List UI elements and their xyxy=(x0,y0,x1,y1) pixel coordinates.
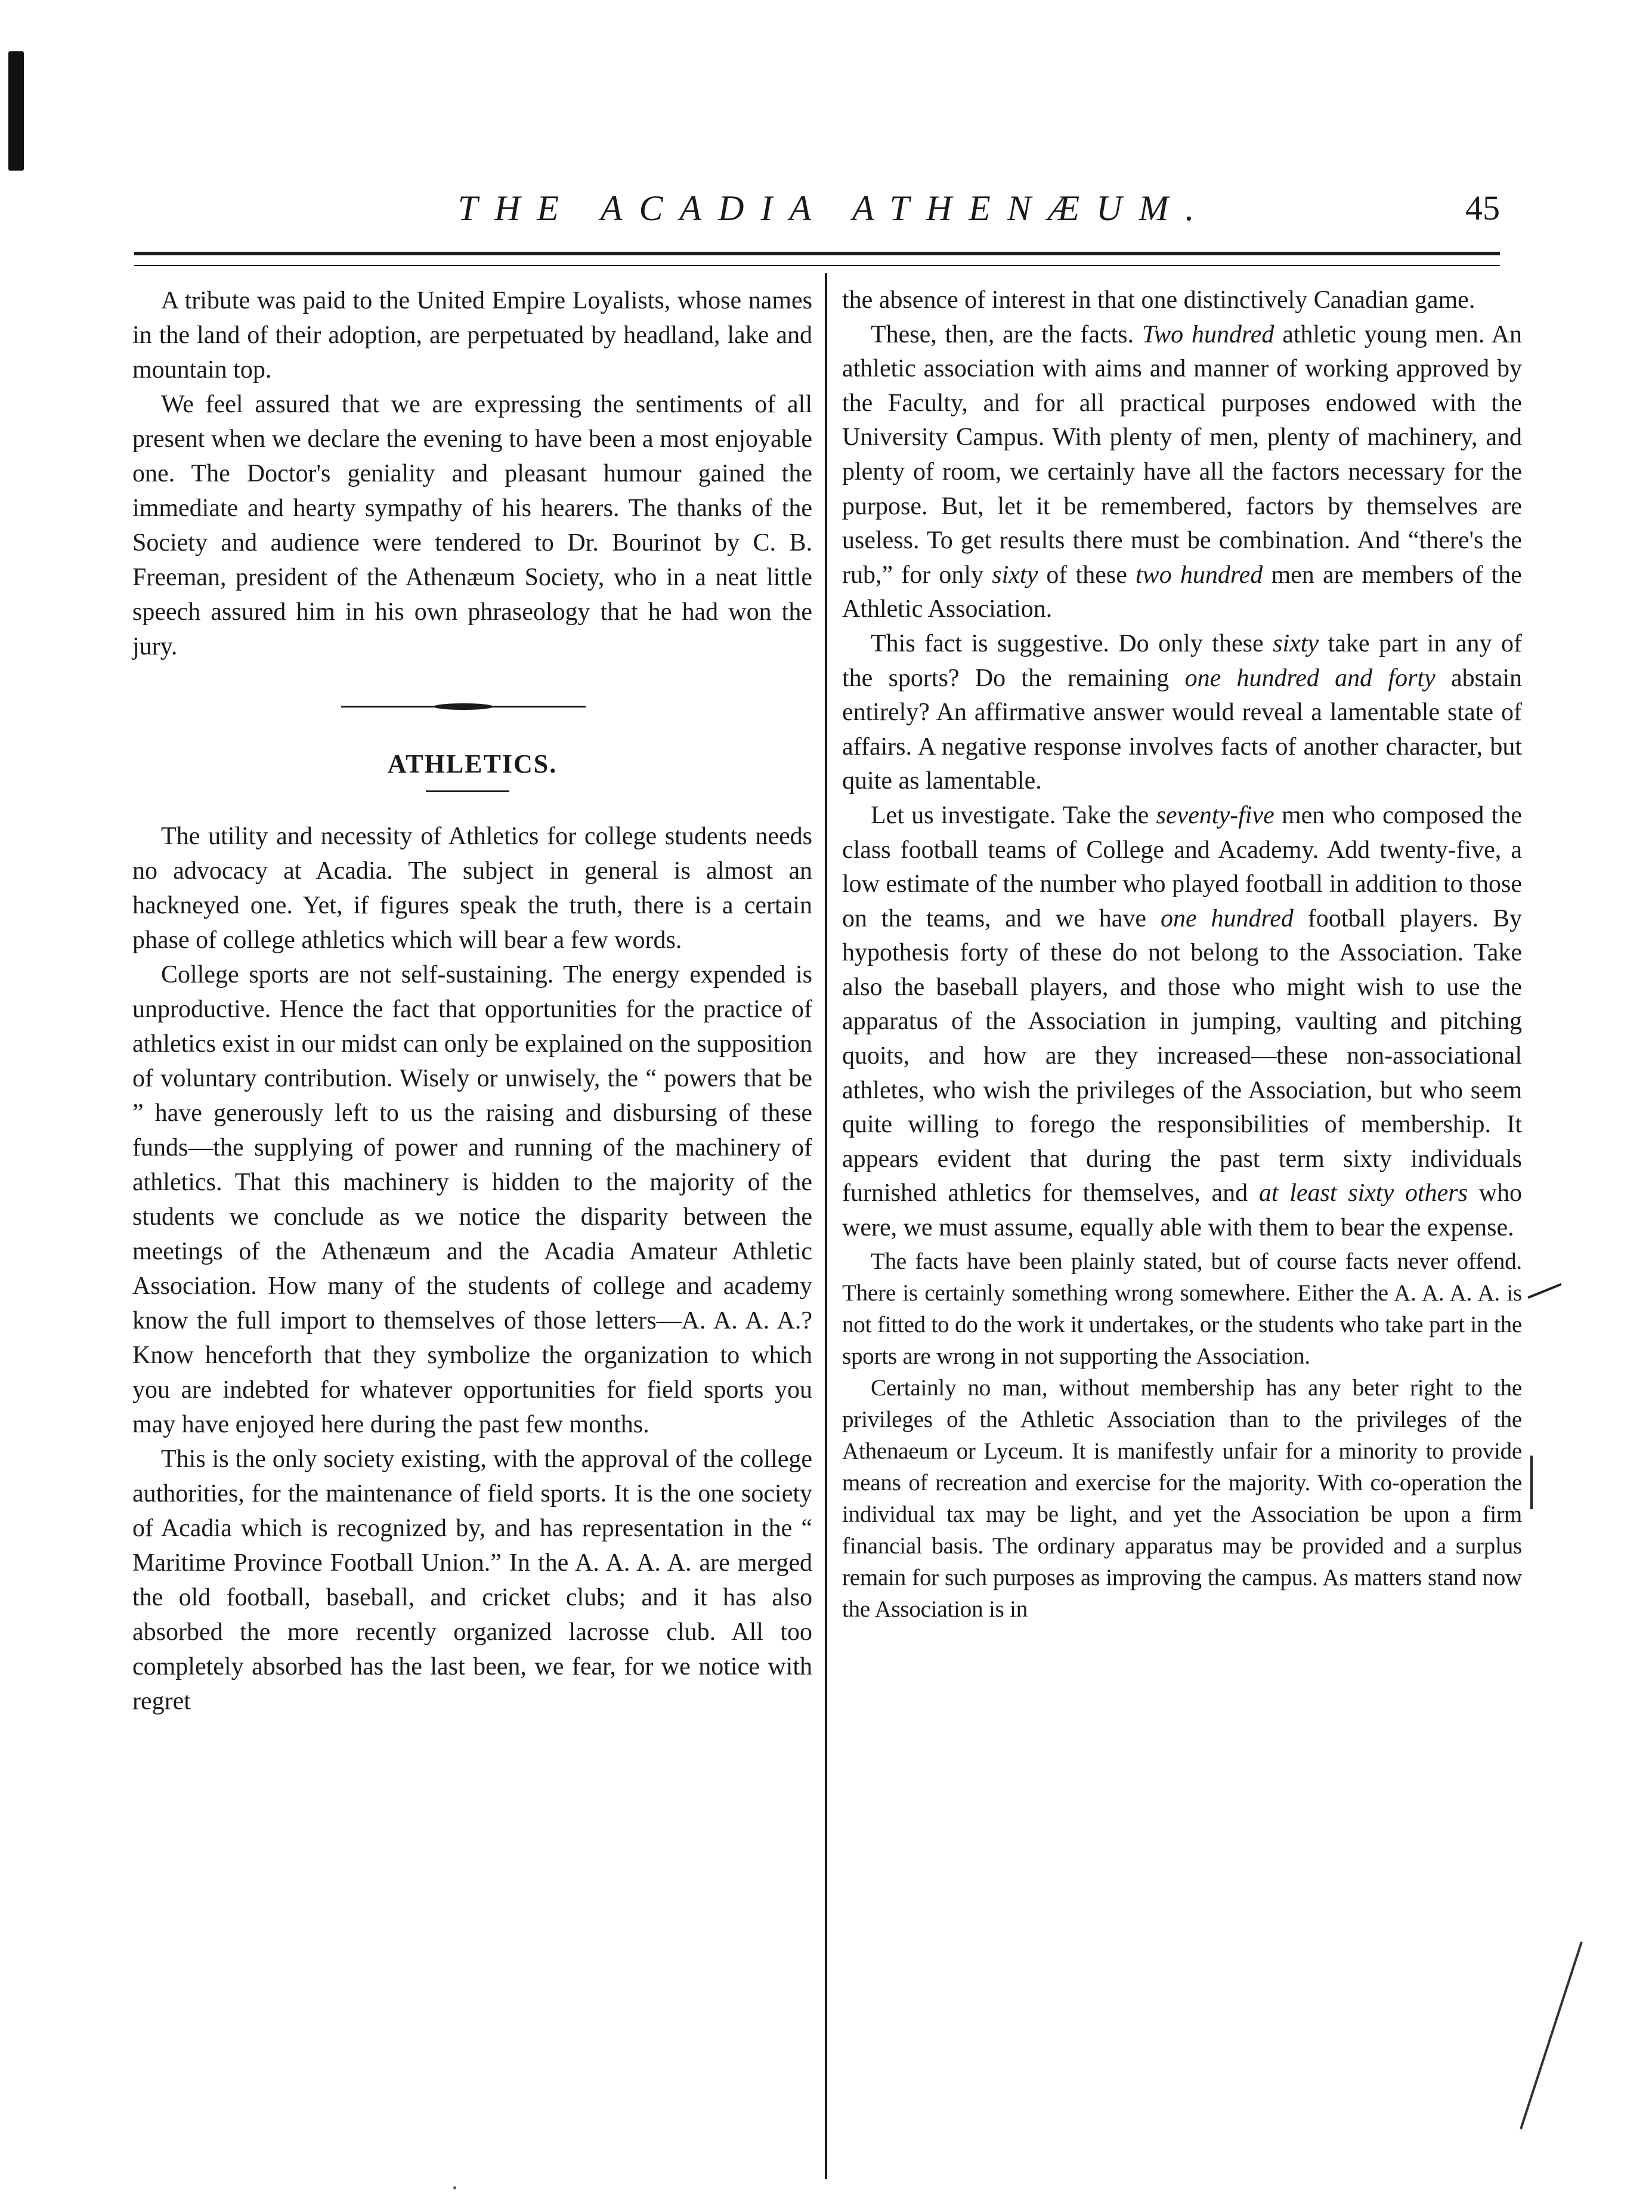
italic-run: seventy-five xyxy=(1156,801,1274,829)
margin-vertical-mark xyxy=(1530,1456,1533,1509)
paragraph xyxy=(842,799,1522,1246)
text-run: football players. By hypothesis forty of these do not belong to the Association. Take also the baseball players, and those who might wish to use the apparatus of the Association in jumping, vaulting and pitching quoits, and how are they increased—these non-associational athletes, who wish the privileges of the Association, but who seem quite willing to forego the responsibilities of membership. It appears evident that during the past term sixty individuals furnished athletics for themselves, and xyxy=(842,904,1522,1207)
paragraph: The facts have been plainly stated, but of course facts never offend. There is certainly something wrong somewhere. Either the A. A. A. A. is not fitted to do the work it undertakes, or the students who take part in the sports are wrong in not supporting the Association. xyxy=(842,1248,1522,1369)
text-run: Let us investigate. Take the xyxy=(871,801,1156,829)
heading-rule xyxy=(132,783,812,819)
paragraph xyxy=(842,318,1522,627)
text-run: This fact is suggestive. Do only these xyxy=(871,629,1273,657)
paragraph: We feel assured that we are expressing the sentiments of all present when we declare the evening to have been a most enjoyable one. The Doctor's geniality and pleasant humour gained the immediate and hearty sympathy of his hearers. The thanks of the Society and audience were tendered to Dr. Bourinot by C. B. Freeman, president of the Athenæum Society, who in a neat little speech assured him in his own phraseology that he had won the jury. xyxy=(132,391,812,660)
column-divider xyxy=(825,273,827,2179)
text-run: men who composed the class football teams of College and Academy. Add twenty-five, a low estimate of the number who played football in addition to those on the teams, and we have xyxy=(842,801,1522,932)
text-run: who were, we must assume, equally able with them to bear the expense. xyxy=(842,1179,1522,1242)
ornament-bulge xyxy=(434,703,493,710)
text-run: athletic young men. An athletic association with aims and manner of working approved by the Faculty, and for all practical purposes endowed with the University Campus. With plenty of men, plenty of machinery, and plenty of room, we certainly have all the factors necessary for the purpose. But, let it be remembered, factors by themselves are useless. To get results there must be combination. And “there's the rub,” for only xyxy=(842,320,1522,589)
paragraph: The utility and necessity of Athletics for college students needs no advocacy at Acadia. The subject in general is almost an hackneyed one. Yet, if figures speak the truth, there is a certain phase of college athletics which will bear a few words. xyxy=(132,823,812,954)
header-rule-thick xyxy=(134,252,1500,255)
italic-run: one hundred xyxy=(1160,904,1294,932)
italic-run: Two hundred xyxy=(1141,320,1274,348)
header-rule-thin xyxy=(134,265,1500,266)
paragraph: This is the only society existing, with the approval of the college authorities, for the maintenance of field sports. It is the one society of Acadia which is recognized by, and has representation in the “ Maritime Province Football Union.” In the A. A. A. A. are merged the old football, baseball, and cricket clubs; and it has also absorbed the more recently organized lacrosse club. All too completely absorbed has the last been, we fear, for we notice with regret xyxy=(132,1445,812,1715)
binding-mark xyxy=(8,51,24,171)
left-column xyxy=(132,283,812,1719)
italic-run: one hundred and forty xyxy=(1184,664,1436,692)
paragraph: A tribute was paid to the United Empire Loyalists, whose names in the land of their adoption, are perpetuated by headland, lake and mountain top. xyxy=(132,287,812,384)
text-run: men are members of the Athletic Association. xyxy=(842,561,1522,623)
paragraph: College sports are not self-sustaining. The energy expended is unproductive. Hence the fact that opportunities for the practice of athletics exist in our midst can only be explained on the supposition of voluntary contribution. Wisely or unwisely, the “ powers that be ” have generously left to us the raising and disbursing of these funds—the supplying of power and running of the machinery of athletics. That this machinery is hidden to the majority of the students we conclude as we notice the disparity between the meetings of the Athenæum and the Acadia Amateur Athletic Association. How many of the students of college and academy know the full import to themselves of those letters—A. A. A. A.? Know henceforth that they symbolize the organization to which you are indebted for whatever opportunities for field sports you may have enjoyed here during the past few months. xyxy=(132,961,812,1438)
italic-run: sixty xyxy=(992,561,1038,589)
italic-run: at least sixty others xyxy=(1258,1179,1468,1207)
section-ornament xyxy=(132,664,812,745)
text-run: abstain entirely? An affirmative answer would reveal a lamentable state of affairs. A negative response involves facts of another character, but quite as lamentable. xyxy=(842,664,1522,795)
paragraph: Certainly no man, without membership has any beter right to the privileges of the Athletic Association than to the privileges of the Athenaeum or Lyceum. It is manifestly unfair for a minority to provide means of recreation and exercise for the majority. With co-operation the individual tax may be light, and yet the Association be upon a firm financial basis. The ordinary apparatus may be provided and a surplus remain for such purposes as improving the campus. As matters stand now the Association is in xyxy=(842,1374,1522,1622)
paragraph xyxy=(842,627,1522,799)
right-column xyxy=(842,283,1522,1625)
italic-run: two hundred xyxy=(1136,561,1263,589)
text-run: take part in any of the sports? Do the remaining xyxy=(842,629,1523,692)
margin-slash-mark xyxy=(1520,1941,1583,2129)
text-run: These, then, are the facts. xyxy=(871,320,1142,348)
stray-mark xyxy=(453,2186,456,2189)
margin-check-mark xyxy=(1527,1283,1561,1299)
paragraph: the absence of interest in that one distinctively Canadian game. xyxy=(842,286,1475,314)
heading-rule-line xyxy=(426,790,509,792)
section-heading: ATHLETICS. xyxy=(387,749,558,778)
italic-run: sixty xyxy=(1273,629,1319,657)
text-run: of these xyxy=(1038,561,1136,589)
page-number: 45 xyxy=(1465,189,1500,227)
running-title: THE ACADIA ATHENÆUM. xyxy=(457,189,1211,228)
